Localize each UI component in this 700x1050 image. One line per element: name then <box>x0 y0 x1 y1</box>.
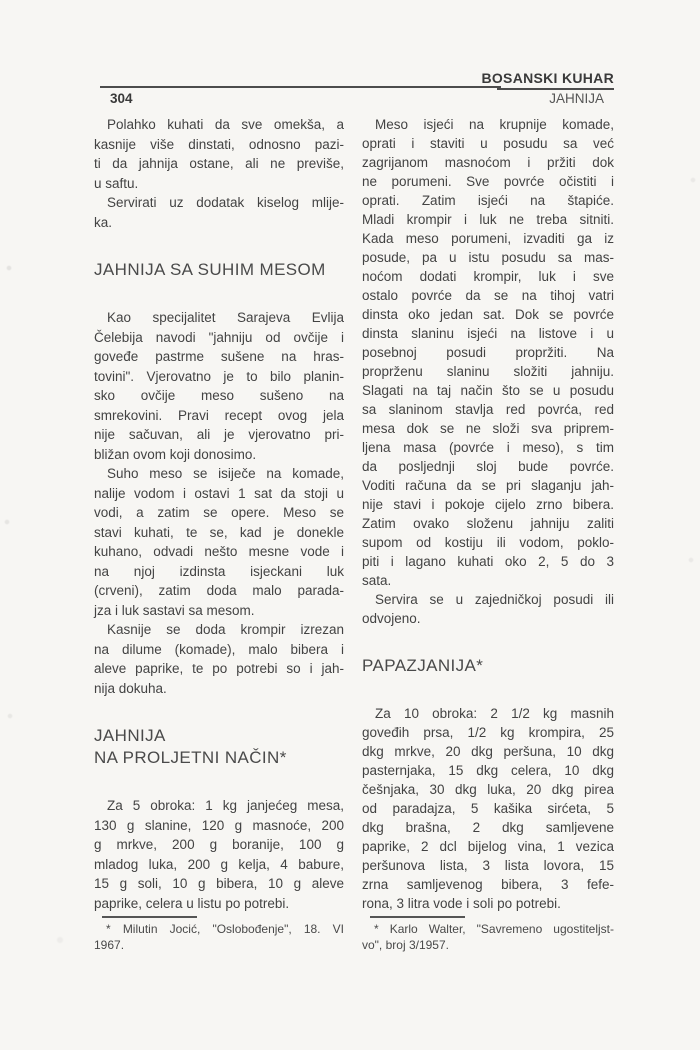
heading-line: JAHNIJA SA SUHIM MESOM <box>94 260 326 279</box>
footnote <box>362 916 614 953</box>
text-line: ne porumeni. Sve povrće očistiti i <box>362 174 614 189</box>
paragraph <box>362 704 614 913</box>
footnote-line: vo", broj 3/1957. <box>362 937 449 952</box>
paragraph <box>362 590 614 628</box>
chapter-title: JAHNIJA <box>549 91 604 106</box>
text-line: Kao specijalitet Sarajeva Evlija <box>107 310 344 325</box>
paragraph <box>94 796 344 913</box>
text-line: Kada meso porumeni, izvaditi ga iz <box>362 231 614 246</box>
recipe-heading <box>94 725 344 769</box>
text-line: noćom dodati krompir, luk i sve <box>362 269 614 284</box>
text-line: Za 10 obroka: 2 1/2 kg masnih <box>375 706 614 721</box>
text-line: odvojeno. <box>362 611 421 626</box>
text-line: oprati i staviti u posudu sa već <box>362 136 614 151</box>
text-line: kasnije više dinstati, odnosno pazi- <box>94 136 344 152</box>
footnote-rule <box>370 916 465 918</box>
text-line: rona, 3 litra vode i soli po potrebi. <box>362 896 561 911</box>
text-line: Zatim ovako složenu jahniju zaliti <box>362 516 614 531</box>
text-line: aleve paprike, te po potrebi so i jah- <box>94 661 344 676</box>
text-line: nija dokuha. <box>94 680 167 696</box>
text-line: oprati. Zatim isjeći na štapiće. <box>362 193 614 208</box>
column-right <box>362 115 614 953</box>
text-line: dkg mrkve, 20 dkg peršuna, 10 dkg <box>362 744 614 759</box>
footnote-line: 1967. <box>94 937 125 952</box>
text-line: (crveni), zatim doda malo parada- <box>94 583 344 598</box>
text-line: Voditi računa da se pri slaganju jah- <box>362 478 614 493</box>
text-line: sa slaninom stavlja red povrća, red <box>362 402 614 417</box>
text-line: bližan ovom koji donosimo. <box>94 446 257 462</box>
text-line: u saftu. <box>94 175 139 191</box>
text-line: da posljednji sloj bude povrće. <box>362 459 614 474</box>
footnote <box>94 916 344 953</box>
text-line: 130 g slanine, 120 g masnoće, 200 <box>94 817 344 833</box>
text-line: od paradajza, 5 kašika sirćeta, 5 <box>362 801 614 816</box>
text-line: piti i lagano kuhati oko 2, 5 do 3 <box>362 554 614 569</box>
text-line: paprike, celera u listu po potrebi. <box>94 895 290 911</box>
text-line: goveđih prsa, 1/2 kg krompira, 25 <box>362 725 614 740</box>
text-line: jza i luk sastavi sa mesom. <box>94 602 255 618</box>
footnote-rule <box>102 916 197 918</box>
text-line: mladog luka, 200 g kelja, 4 babure, <box>94 856 344 872</box>
text-line: tovini". Vjerovatno je to bilo planin- <box>94 368 344 384</box>
paragraph <box>94 308 344 464</box>
text-line: kuhano, odvadi nešto mesne vode i <box>94 544 344 559</box>
column-left <box>94 115 344 953</box>
text-line: Slagati na taj način što se u posudu <box>362 383 614 398</box>
text-line: na njoj izdinsta isjeckani luk <box>94 563 344 579</box>
text-line: paprike, 2 dcl bijelog vina, 1 vezica <box>362 839 614 854</box>
text-line: ka. <box>94 214 113 230</box>
recipe-heading <box>94 259 344 281</box>
text-line: supom od kostiju ili vodom, poklo- <box>362 535 614 550</box>
recipe-heading <box>362 655 614 677</box>
text-line: mesa dok se ne složi sva priprem- <box>362 421 614 436</box>
text-line: 15 g soli, 10 g bibera, 10 g aleve <box>94 876 344 891</box>
text-line: pasternjaka, 15 dkg celera, 10 dkg <box>362 763 614 778</box>
book-title: BOSANSKI KUHAR <box>481 70 614 86</box>
text-line: nije sačuvan, ali je vjerovatno pri- <box>94 427 344 442</box>
text-line: Mladi krompir i luk ne treba sitniti. <box>362 212 614 227</box>
text-line: Polahko kuhati da sve omekša, a <box>107 117 344 132</box>
text-line: proprženu slaninu složiti jahniju. <box>362 364 614 379</box>
text-line: ti da jahnija ostane, ali ne previše, <box>94 156 344 171</box>
heading-line: PAPAZJANIJA* <box>362 656 484 675</box>
text-line: smrekovini. Pravi recept ovog jela <box>94 407 344 423</box>
paragraph <box>94 193 344 232</box>
text-line: posebnoj posudi propržiti. Na <box>362 345 614 360</box>
text-line: češnjaka, 30 dkg luka, 20 dkg pirea <box>362 782 614 797</box>
text-line: g mrkve, 200 g boranije, 100 g <box>94 837 344 852</box>
text-line: goveđe pastrme sušene na hras- <box>94 349 344 364</box>
text-line: Suho meso se isiječe na komade, <box>107 466 344 481</box>
text-line: zagrijanom masnoćom i pržiti dok <box>362 155 614 170</box>
heading-line: NA PROLJETNI NAČIN* <box>94 748 287 767</box>
heading-line: JAHNIJA <box>94 726 166 745</box>
text-line: Kasnije se doda krompir izrezan <box>107 622 344 637</box>
text-line: Meso isjeći na krupnije komade, <box>375 117 614 132</box>
text-line: nalije vodom i ostavi 1 sat da stoji u <box>94 485 344 501</box>
text-line: zrna samljevenog bibera, 3 fefe- <box>362 877 614 892</box>
text-line: dinsta slaninu isjeći na listove i u <box>362 326 614 341</box>
page-number: 304 <box>110 91 133 106</box>
paragraph <box>362 115 614 590</box>
text-line: Čelebija navodi "jahniju od ovčije i <box>94 329 344 345</box>
text-line: nije stavi i pokoje cijelo zrno bibera. <box>362 497 614 512</box>
text-line: na dilume (komade), malo bibera i <box>94 641 344 657</box>
text-line: vodi, a zatim se opere. Meso se <box>94 505 344 520</box>
text-line: Servirati uz dodatak kiselog mlije- <box>107 195 344 210</box>
text-line: peršunova lista, 3 lista lovora, 15 <box>362 858 614 873</box>
header-rule <box>100 86 501 88</box>
header-title-underline <box>497 88 614 90</box>
footnote-line: * Milutin Jocić, "Oslobođenje", 18. VI <box>106 922 344 936</box>
footnote-line: * Karlo Walter, "Savremeno ugostiteljst- <box>374 922 614 936</box>
text-line: dinsta oko jedan sat. Dok se povrće <box>362 307 614 322</box>
text-line: ostalo povrće da se na tihoj vatri <box>362 288 614 303</box>
text-line: posude, pa u istu posudu sa mas- <box>362 250 614 265</box>
text-line: Za 5 obroka: 1 kg janjećeg mesa, <box>107 798 344 813</box>
text-line: ljena masa (povrće i meso), s tim <box>362 440 614 455</box>
paragraph <box>94 620 344 698</box>
text-line: sata. <box>362 573 392 588</box>
paragraph <box>94 464 344 620</box>
text-line: dkg brašna, 2 dkg samljevene <box>362 820 614 835</box>
paragraph <box>94 115 344 193</box>
text-line: Servira se u zajedničkoj posudi ili <box>375 592 614 607</box>
text-line: sko ovčije meso sušeno na <box>94 388 344 403</box>
text-line: stavi kuhati, te se, kad je donekle <box>94 524 344 540</box>
